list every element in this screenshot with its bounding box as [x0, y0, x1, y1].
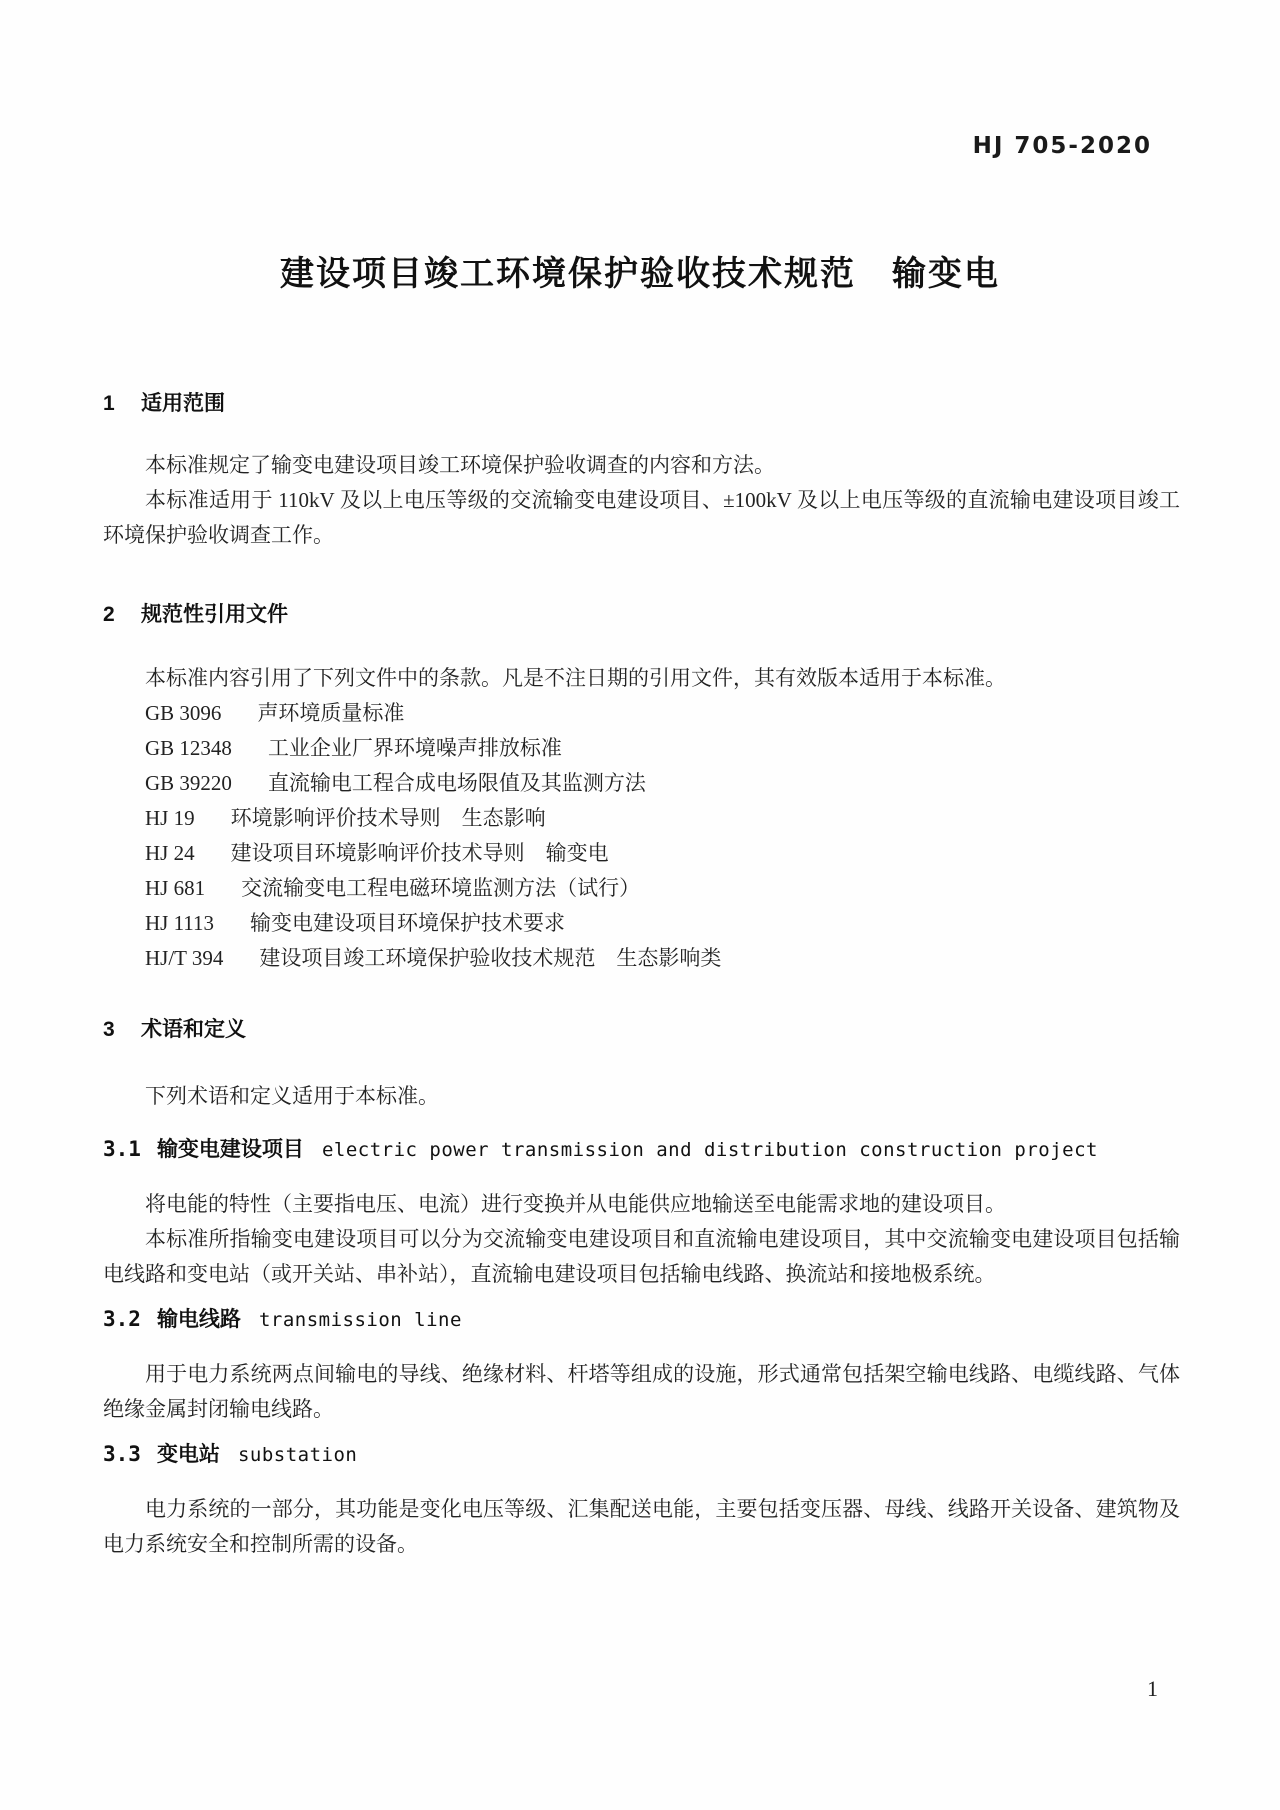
section-terms-definitions: [103, 1016, 1180, 1114]
term-3-3: [103, 1439, 1180, 1562]
term-name-en: electric power transmission and distribution construction project: [321, 1139, 1098, 1161]
reference-title: 环境影响评价技术导则 生态影响: [230, 806, 546, 830]
term-name-en: transmission line: [258, 1309, 462, 1331]
reference-title: 直流输电工程合成电场限值及其监测方法: [267, 771, 646, 795]
reference-item: [103, 766, 1180, 801]
reference-code: HJ 24: [145, 841, 195, 865]
section-3-heading: [103, 1016, 1180, 1044]
reference-code: HJ 681: [145, 876, 206, 900]
reference-title: 工业企业厂界环境噪声排放标准: [267, 736, 562, 760]
paragraph: 本标准规定了输变电建设项目竣工环境保护验收调查的内容和方法。: [145, 453, 775, 477]
reference-item: [103, 731, 1180, 766]
reference-item: [103, 906, 1180, 941]
reference-code: GB 39220: [145, 771, 232, 795]
paragraph: 电力系统的一部分，其功能是变化电压等级、汇集配送电能，主要包括变压器、母线、线路开关设备、建筑物及电力系统安全和控制所需的设备。: [103, 1497, 1180, 1556]
reference-item: [103, 696, 1180, 731]
paragraph: 本标准内容引用了下列文件中的条款。凡是不注日期的引用文件，其有效版本适用于本标准。: [145, 666, 1006, 690]
reference-item: [103, 871, 1180, 906]
reference-title: 输变电建设项目环境保护技术要求: [250, 911, 566, 935]
term-number: 3.3: [103, 1442, 141, 1466]
section-number: 1: [103, 392, 115, 415]
section-scope: [103, 390, 1180, 553]
section-2-heading: [103, 601, 1180, 629]
section-title: 规范性引用文件: [141, 603, 288, 626]
term-number: 3.2: [103, 1307, 141, 1331]
section-title: 适用范围: [141, 392, 225, 415]
term-name-zh: 变电站: [156, 1443, 220, 1466]
section-number: 2: [103, 603, 115, 626]
page-number: 1: [1147, 1676, 1158, 1701]
paragraph: 下列术语和定义适用于本标准。: [145, 1084, 439, 1108]
term-3-1-heading: [103, 1134, 1180, 1165]
paragraph: 将电能的特性（主要指电压、电流）进行变换并从电能供应地输送至电能需求地的建设项目。: [145, 1192, 1006, 1216]
reference-code: HJ 1113: [145, 911, 215, 935]
paragraph: 用于电力系统两点间输电的导线、绝缘材料、杆塔等组成的设施，形式通常包括架空输电线路、电缆线路、气体绝缘金属封闭输电线路。: [103, 1362, 1180, 1421]
section-normative-references: [103, 601, 1180, 976]
term-3-1: [103, 1134, 1180, 1292]
term-3-3-heading: [103, 1439, 1180, 1470]
section-number: 3: [103, 1018, 115, 1041]
reference-item: [103, 801, 1180, 836]
reference-list: [103, 696, 1180, 976]
reference-title: 交流输变电工程电磁环境监测方法（试行）: [241, 876, 641, 900]
document-title: 建设项目竣工环境保护验收技术规范 输变电: [280, 255, 1000, 293]
term-name-zh: 输电线路: [156, 1308, 241, 1331]
term-number: 3.1: [103, 1137, 141, 1161]
reference-code: GB 3096: [145, 701, 222, 725]
paragraph: 本标准所指输变电建设项目可以分为交流输变电建设项目和直流输电建设项目，其中交流输变电建设项目包括输电线路和变电站（或开关站、串补站），直流输电建设项目包括输电线路、换流站和接地极系统。: [103, 1227, 1180, 1286]
reference-code: HJ/T 394: [145, 946, 224, 970]
term-3-2-heading: [103, 1304, 1180, 1335]
reference-code: GB 12348: [145, 736, 232, 760]
standard-code: HJ 705-2020: [972, 133, 1152, 159]
section-title: 术语和定义: [141, 1018, 246, 1041]
term-name-en: substation: [237, 1444, 358, 1466]
reference-item: [103, 941, 1180, 976]
paragraph: 本标准适用于 110kV 及以上电压等级的交流输变电建设项目、±100kV 及以上电压等级的直流输电建设项目竣工环境保护验收调查工作。: [103, 488, 1180, 547]
section-1-heading: [103, 390, 1180, 418]
reference-title: 声环境质量标准: [257, 701, 405, 725]
reference-title: 建设项目竣工环境保护验收技术规范 生态影响类: [259, 946, 722, 970]
reference-code: HJ 19: [145, 806, 195, 830]
reference-title: 建设项目环境影响评价技术导则 输变电: [230, 841, 609, 865]
term-3-2: [103, 1304, 1180, 1427]
reference-item: [103, 836, 1180, 871]
document-body: [103, 390, 1180, 1562]
term-name-zh: 输变电建设项目: [156, 1138, 304, 1161]
